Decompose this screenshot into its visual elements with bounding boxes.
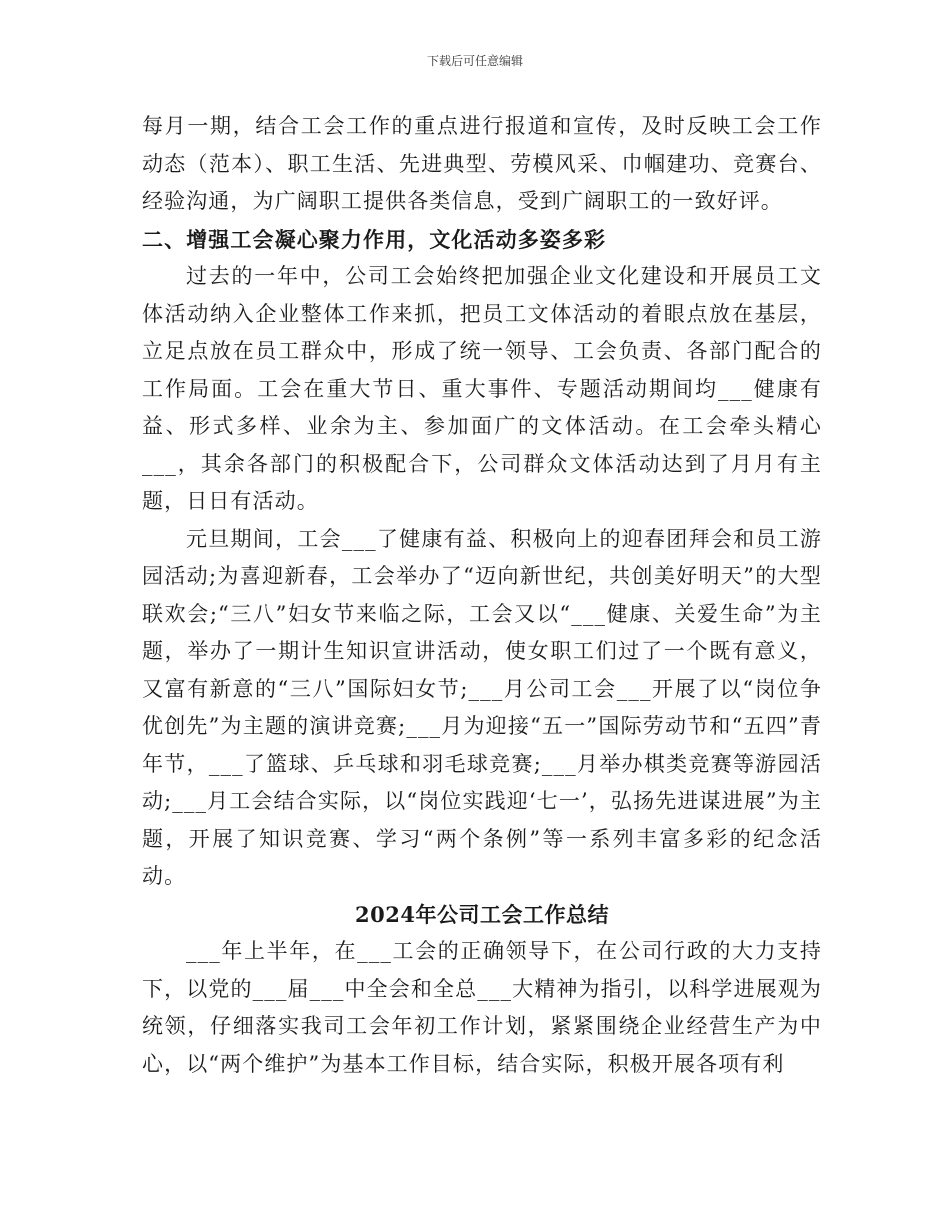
- paragraph-summary-intro: ___年上半年，在___工会的正确领导下，在公司行政的大力支持下，以党的___届___中全会和全总___大精神为指引，以科学进展观为统领，仔细落实我司工会年初工作计划，紧紧围绕企业经营生产为中心，以“两个维护”为基本工作目标，结合实际，积极开展各项有利: [142, 939, 822, 1076]
- paragraph-activity-list: 元旦期间，工会___了健康有益、积极向上的迎春团拜会和员工游园活动;为喜迎新春，工会举办了“迈向新世纪，共创美好明天”的大型联欢会;“三八”妇女节来临之际，工会又以“___健康、关爱生命”为主题，举办了一期计生知识宣讲活动，使女职工们过了一个既有意义，又富有新意的“三八”国际妇女节;___月公司工会___开展了以“岗位争优创先”为主题的演讲竞赛;___月为迎接“五一”国际劳动节和“五四”青年节，___了篮球、乒乓球和羽毛球竞赛;___月举办棋类竞赛等游园活动;___月工会结合实际，以“岗位实践迎‘七一’，弘扬先进谋进展”为主题，开展了知识竞赛、学习“两个条例”等一系列丰富多彩的纪念活动。: [142, 526, 822, 888]
- page-header: 下载后可任意编辑: [426, 54, 523, 68]
- paragraph-continuation: 每月一期，结合工会工作的重点进行报道和宣传，及时反映工会工作动态（范本）、职工生活、先进典型、劳模风采、巾帼建功、竞赛台、经验沟通，为广阔职工提供各类信息，受到广阔职工的一致好评。: [142, 114, 822, 213]
- paragraph-cultural-activities: 过去的一年中，公司工会始终把加强企业文化建设和开展员工文体活动纳入企业整体工作来抓，把员工文体活动的着眼点放在基层，立足点放在员工群众中，形成了统一领导、工会负责、各部门配合的工作局面。工会在重大节日、重大事件、专题活动期间均___健康有益、形式多样、业余为主、参加面广的文体活动。在工会牵头精心___，其余各部门的积极配合下，公司群众文体活动达到了月月有主题，日日有活动。: [142, 264, 822, 513]
- document-title: 2024年公司工会工作总结: [355, 901, 609, 927]
- document-body: [142, 108, 822, 1083]
- section-heading: 二、增强工会凝心聚力作用，文化活动多姿多彩: [142, 226, 607, 252]
